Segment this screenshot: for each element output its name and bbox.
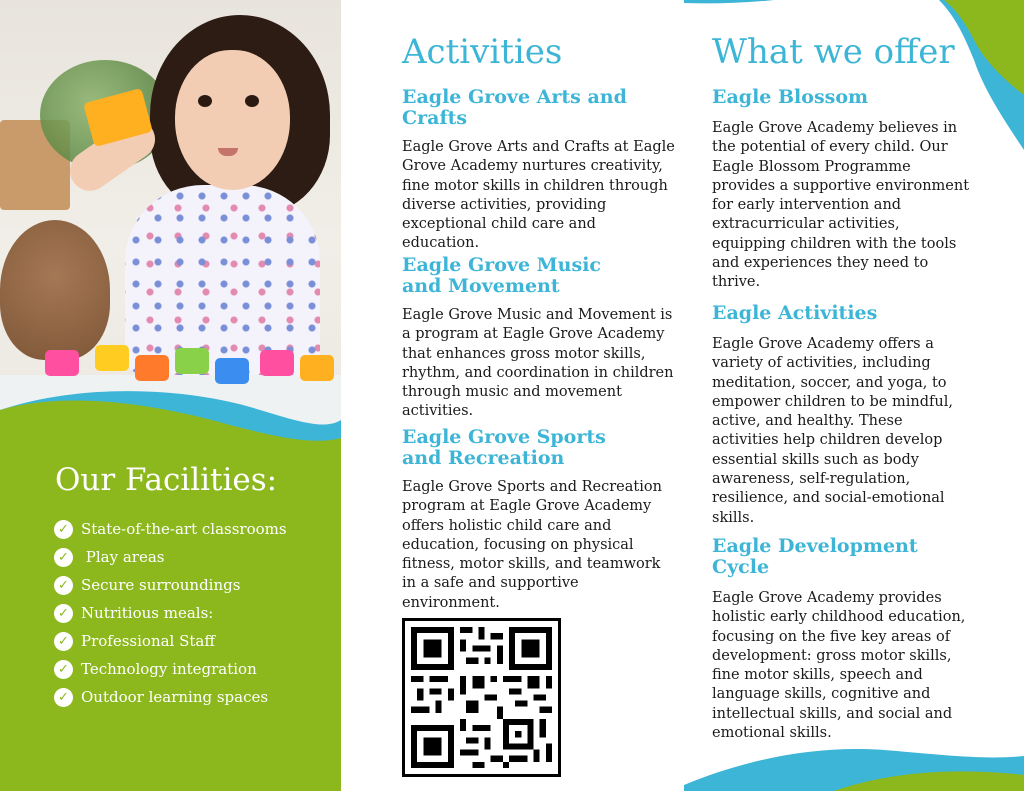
check-icon: ✓ [54,688,73,707]
facility-item: ✓ Play areas [54,543,287,571]
activity-section-sports [402,427,677,613]
toy-block-orange [300,355,334,381]
facility-item: ✓ State-of-the-art classrooms [54,515,287,543]
facility-item: ✓ Professional Staff [54,627,287,655]
section-heading: Eagle Blossom [712,86,869,108]
section-heading: Eagle Grove Sports and Recreation [402,426,606,469]
section-text: Eagle Grove Music and Movement is a program at Eagle Grove Academy that enhances gross motor skills, rhythm, and coordination in children through music and movement activities. [402,307,674,420]
check-icon: ✓ [54,548,73,567]
facilities-list [54,515,287,711]
photo-face [175,50,290,190]
check-icon: ✓ [54,632,73,651]
activity-section-music [402,255,677,422]
section-text: Eagle Grove Sports and Recreation program at Eagle Grove Academy offers holistic child care and education, focusing on physical fitness, motor skills, and teamwork in a safe and supportive environment. [402,479,662,611]
offer-panel [684,0,1024,791]
facility-item: ✓ Nutritious meals: [54,599,287,627]
activities-title: Activities [402,32,563,72]
toy-block-green [175,348,209,374]
toy-block-pink [260,350,294,376]
check-icon: ✓ [54,660,73,679]
child-playing-photo [0,0,341,440]
photo-teddy-bear [0,220,110,360]
section-heading: Eagle Grove Arts and Crafts [402,86,627,129]
section-text: Eagle Grove Academy offers a variety of activities, including meditation, soccer, and yoga, to empower children to be mindful, active, and healthy. These activities help children develop essential skills such as body awareness, self-regulation, resilience, and social-emotional skills. [712,336,953,526]
photo-eye [198,95,212,107]
facilities-title: Our Facilities: [55,462,278,498]
offer-section-development [712,536,972,743]
section-text: Eagle Grove Arts and Crafts at Eagle Grove Academy nurtures creativity, fine motor skills in children through diverse activities, providing exceptional child care and education. [402,139,675,252]
facility-item: ✓ Technology integration [54,655,287,683]
facility-item: ✓ Outdoor learning spaces [54,683,287,711]
check-icon: ✓ [54,576,73,595]
check-icon: ✓ [54,604,73,623]
check-icon: ✓ [54,520,73,539]
photo-eye [245,95,259,107]
toy-block-pink [45,350,79,376]
facility-item: ✓ Secure surroundings [54,571,287,599]
photo-dress [125,185,320,375]
left-panel [0,0,341,791]
qr-code-pattern [405,621,558,774]
section-heading: Eagle Activities [712,302,878,324]
activity-section-arts [402,87,677,254]
toy-block-orange [135,355,169,381]
activities-panel [341,0,684,791]
section-text: Eagle Grove Academy believes in the potential of every child. Our Eagle Blossom Programme provides a supportive environment for early intervention and extracurricular activities, equipping children with the tools and experiences they need to thrive. [712,120,970,291]
offer-title: What we offer [712,32,955,72]
offer-section-activities [712,303,972,528]
section-heading: Eagle Development Cycle [712,535,918,578]
qr-code[interactable] [402,618,561,777]
offer-section-blossom [712,87,972,293]
section-text: Eagle Grove Academy provides holistic early childhood education, focusing on the five key areas of development: gross motor skills, fine motor skills, speech and language skills, cognitive and intellectual skills, and social and emotional skills. [712,590,966,742]
section-heading: Eagle Grove Music and Movement [402,254,601,297]
toy-block-yellow [95,345,129,371]
